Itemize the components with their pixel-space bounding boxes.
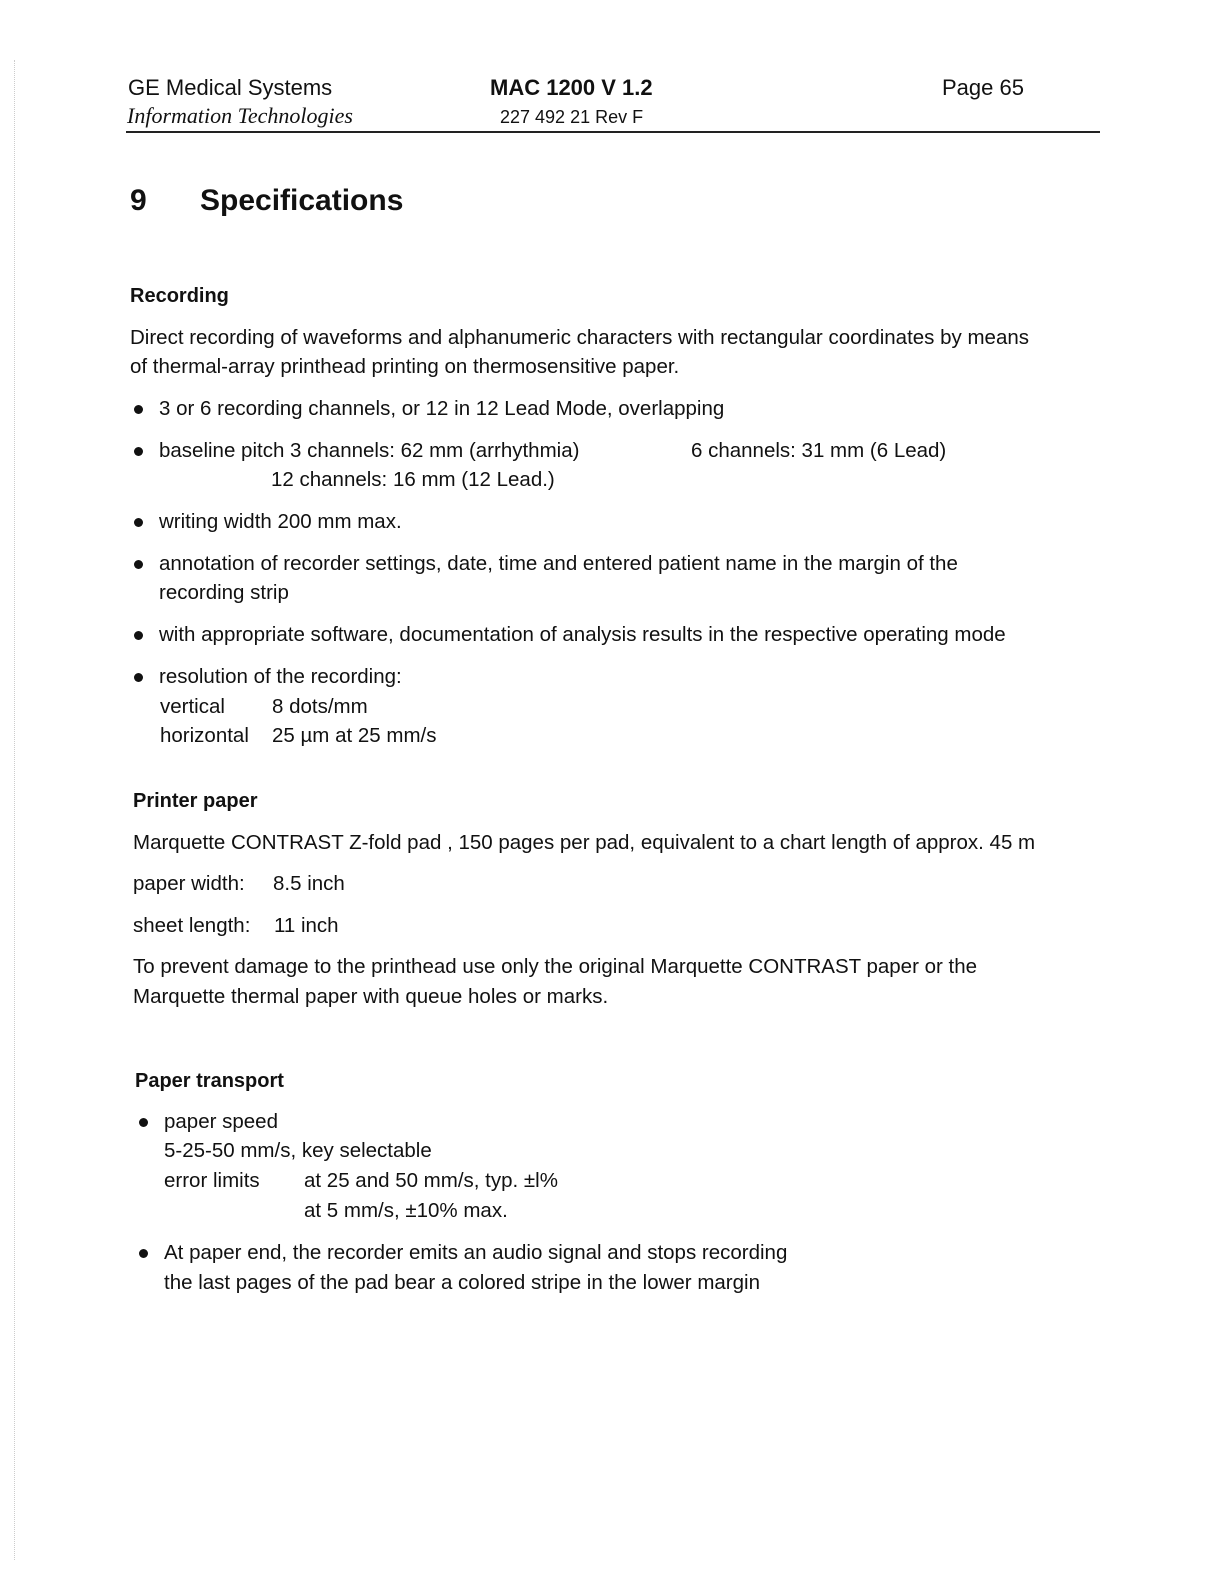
spec-label: sheet length: bbox=[133, 914, 251, 937]
list-item: annotation of recorder settings, date, time and entered patient name in the margin of the bbox=[159, 552, 958, 575]
spec-value: at 5 mm/s, ±10% max. bbox=[304, 1199, 508, 1222]
bullet-icon bbox=[134, 631, 143, 640]
list-item-detail: the last pages of the pad bear a colored stripe in the lower margin bbox=[164, 1271, 760, 1294]
bullet-icon bbox=[134, 518, 143, 527]
bullet-icon bbox=[134, 673, 143, 682]
list-item: paper speed bbox=[164, 1110, 278, 1133]
list-item-detail: recording strip bbox=[159, 581, 289, 604]
header-division: Information Technologies bbox=[127, 103, 353, 128]
resolution-label: horizontal bbox=[160, 724, 249, 747]
list-item: with appropriate software, documentation of analysis results in the respective operating mode bbox=[159, 623, 1006, 646]
bullet-icon bbox=[134, 405, 143, 414]
spec-label: paper width: bbox=[133, 872, 245, 895]
resolution-value: 8 dots/mm bbox=[272, 695, 368, 718]
resolution-label: vertical bbox=[160, 695, 225, 718]
header-doc-number: 227 492 21 Rev F bbox=[500, 107, 644, 127]
paragraph: Direct recording of waveforms and alphanumeric characters with rectangular coordinates by means bbox=[130, 326, 1030, 349]
bullet-icon bbox=[134, 560, 143, 569]
bullet-icon bbox=[139, 1249, 148, 1258]
header-page-number: Page 65 bbox=[942, 75, 1024, 100]
resolution-value: 25 µm at 25 mm/s bbox=[272, 724, 437, 747]
chapter-title: Specifications bbox=[200, 184, 404, 217]
section-heading-recording: Recording bbox=[130, 285, 229, 307]
list-item-detail: 5-25-50 mm/s, key selectable bbox=[164, 1139, 432, 1162]
spec-value: 11 inch bbox=[274, 914, 339, 937]
list-item: resolution of the recording: bbox=[159, 665, 402, 688]
bullet-icon bbox=[134, 447, 143, 456]
chapter-number: 9 bbox=[130, 184, 147, 217]
spec-value: 8.5 inch bbox=[273, 872, 345, 895]
header-company: GE Medical Systems bbox=[128, 75, 333, 100]
header-rule bbox=[126, 131, 1100, 133]
header-product: MAC 1200 V 1.2 bbox=[490, 75, 653, 100]
binder-hole-marks bbox=[14, 60, 55, 1560]
list-item: baseline pitch 3 channels: 62 mm (arrhythmia) bbox=[159, 439, 580, 462]
list-item-detail: 12 channels: 16 mm (12 Lead.) bbox=[271, 468, 555, 491]
spec-value: at 25 and 50 mm/s, typ. ±l% bbox=[304, 1169, 558, 1192]
bullet-icon bbox=[139, 1118, 148, 1127]
spec-label: error limits bbox=[164, 1169, 260, 1192]
list-item: writing width 200 mm max. bbox=[159, 510, 402, 533]
list-item: 3 or 6 recording channels, or 12 in 12 Lead Mode, overlapping bbox=[159, 397, 725, 420]
section-heading-paper-transport: Paper transport bbox=[135, 1070, 284, 1092]
paragraph: of thermal-array printhead printing on thermosensitive paper. bbox=[130, 355, 680, 378]
paragraph: Marquette thermal paper with queue holes or marks. bbox=[133, 985, 609, 1008]
paragraph: Marquette CONTRAST Z-fold pad , 150 pages per pad, equivalent to a chart length of approx. 45 m bbox=[133, 831, 1036, 854]
section-heading-printer-paper: Printer paper bbox=[133, 790, 258, 812]
paragraph: To prevent damage to the printhead use only the original Marquette CONTRAST paper or the bbox=[133, 955, 978, 978]
list-item: At paper end, the recorder emits an audio signal and stops recording bbox=[164, 1241, 788, 1264]
list-item-detail: 6 channels: 31 mm (6 Lead) bbox=[691, 439, 947, 462]
